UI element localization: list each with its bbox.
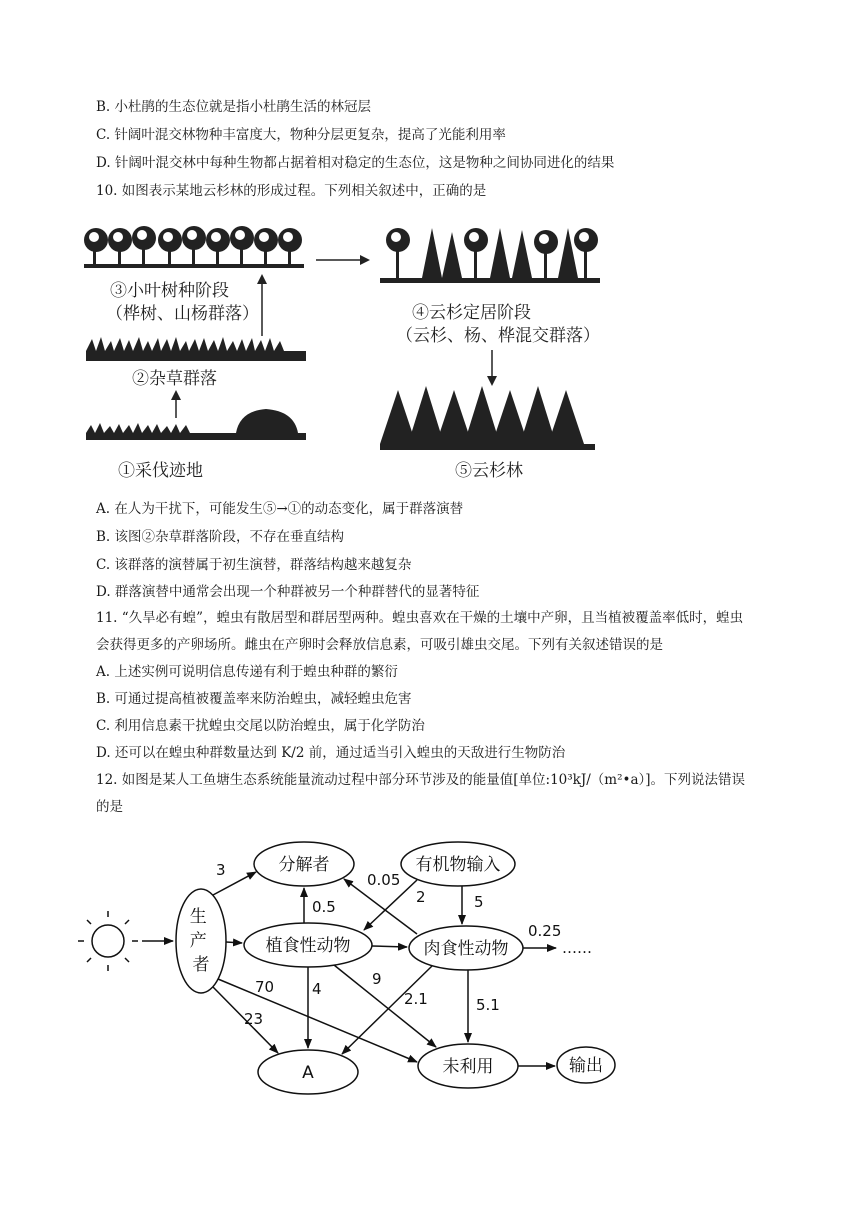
value-herbivore-a: 4 bbox=[312, 980, 322, 998]
organic-input-label: 有机物输入 bbox=[415, 855, 501, 875]
q11-option-a: A. 上述实例可说明信息传递有利于蝗虫种群的繁衍 bbox=[96, 664, 398, 680]
q9-option-b: B. 小杜鹃的生态位就是指小杜鹃生活的林冠层 bbox=[96, 99, 372, 115]
arrowhead-stage1-to-2 bbox=[171, 390, 181, 400]
q11-option-c: C. 利用信息素干扰蝗虫交尾以防治蝗虫，属于化学防治 bbox=[96, 718, 425, 734]
next-level-ellipsis: …… bbox=[562, 939, 592, 957]
value-input-herbivore: 2 bbox=[416, 888, 426, 906]
q10-option-b: B. 该图②杂草群落阶段，不存在垂直结构 bbox=[96, 529, 345, 545]
q11-stem-line2: 会获得更多的产卵场所。雌虫在产卵时会释放信息素，可吸引雄虫交尾。下列有关叙述错误的是 bbox=[96, 637, 663, 653]
q11-option-d: D. 还可以在蝗虫种群数量达到 K/2 前，通过适当引入蝗虫的天敌进行生物防治 bbox=[96, 745, 566, 761]
carnivore-label: 肉食性动物 bbox=[423, 939, 509, 959]
q9-option-c: C. 针阔叶混交林物种丰富度大，物种分层更复杂，提高了光能利用率 bbox=[96, 127, 506, 143]
q12-stem-line2: 的是 bbox=[96, 799, 123, 815]
q10-option-c: C. 该群落的演替属于初生演替，群落结构越来越复杂 bbox=[96, 557, 412, 573]
value-producer-a: 23 bbox=[244, 1010, 264, 1028]
arrowhead-stage3-to-4 bbox=[360, 255, 370, 265]
stage4-subtitle: （云杉、杨、桦混交群落） bbox=[396, 326, 600, 346]
q11-stem-line1: 11. “久旱必有蝗”，蝗虫有散居型和群居型两种。蝗虫喜欢在干燥的土壤中产卵，且当植被覆盖率低时，蝗虫 bbox=[96, 610, 744, 626]
q10-option-a: A. 在人为干扰下，可能发生⑤→①的动态变化，属于群落演替 bbox=[96, 501, 464, 517]
stage3-subtitle: （桦树、山杨群落） bbox=[106, 304, 259, 324]
broadleaf-trees-illustration bbox=[84, 226, 304, 268]
arrow-carnivore-to-a bbox=[342, 966, 432, 1054]
value-carnivore-unused: 5.1 bbox=[476, 996, 500, 1014]
value-carnivore-next: 0.25 bbox=[528, 922, 562, 940]
spruce-forest-illustration bbox=[380, 386, 595, 450]
logged-land-illustration bbox=[86, 409, 306, 440]
grass-illustration bbox=[86, 337, 306, 361]
sun-icon bbox=[78, 911, 138, 971]
producer-label bbox=[190, 907, 212, 975]
q10-option-d: D. 群落演替中通常会出现一个种群被另一个种群替代的显著特征 bbox=[96, 584, 480, 600]
stage3-title: ③小叶树种阶段 bbox=[110, 281, 229, 301]
arrowhead-stage4-to-5 bbox=[487, 376, 497, 386]
q9-option-d: D. 针阔叶混交林中每种生物都占据着相对稳定的生态位，这是物种之间协同进化的结果 bbox=[96, 155, 615, 171]
arrow-herbivore-to-carnivore bbox=[372, 946, 407, 947]
decomposer-label: 分解者 bbox=[278, 855, 330, 875]
value-producer-decomposer: 3 bbox=[216, 861, 226, 879]
producer-char-2: 产 bbox=[189, 931, 207, 951]
value-producer-unused: 70 bbox=[255, 978, 275, 996]
value-carnivore-a: 2.1 bbox=[404, 990, 428, 1008]
q10-stem: 10. 如图表示某地云杉林的形成过程。下列相关叙述中，正确的是 bbox=[96, 183, 487, 199]
unused-label: 未利用 bbox=[442, 1057, 494, 1077]
arrowhead-stage2-to-3 bbox=[257, 274, 267, 284]
a-label: A bbox=[302, 1063, 314, 1083]
stage1-label: ①采伐迹地 bbox=[118, 461, 203, 481]
stage5-label: ⑤云杉林 bbox=[455, 461, 523, 481]
arrow-producer-to-herbivore bbox=[226, 942, 242, 943]
succession-figure bbox=[80, 218, 640, 488]
producer-char-3: 者 bbox=[192, 955, 210, 975]
producer-char-1: 生 bbox=[189, 907, 207, 927]
value-carnivore-decomposer: 0.05 bbox=[367, 871, 401, 889]
output-label: 输出 bbox=[569, 1056, 603, 1076]
mixed-forest-illustration bbox=[380, 228, 600, 283]
stage2-label: ②杂草群落 bbox=[132, 369, 217, 389]
stage4-title: ④云杉定居阶段 bbox=[412, 303, 531, 323]
energy-flow-diagram bbox=[72, 832, 632, 1102]
value-input-carnivore: 5 bbox=[474, 893, 484, 911]
q11-option-b: B. 可通过提高植被覆盖率来防治蝗虫，减轻蝗虫危害 bbox=[96, 691, 412, 707]
value-herbivore-unused: 9 bbox=[372, 970, 382, 988]
q12-stem-line1: 12. 如图是某人工鱼塘生态系统能量流动过程中部分环节涉及的能量值[单位:10³kJ/（m²•a）]。下列说法错误 bbox=[96, 772, 746, 788]
herbivore-label: 植食性动物 bbox=[265, 936, 351, 956]
value-herbivore-decomposer: 0.5 bbox=[312, 898, 336, 916]
